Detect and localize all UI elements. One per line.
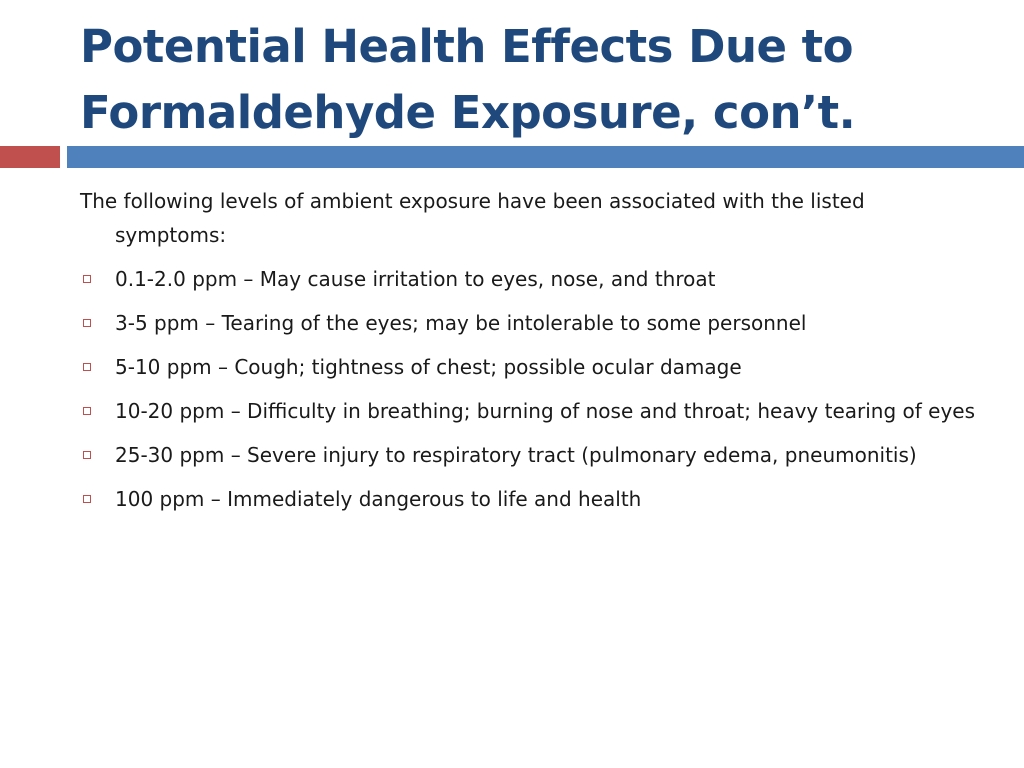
accent-bar-blue [67,146,1024,168]
list-item-text: 5-10 ppm – Cough; tightness of chest; possible ocular damage [115,355,742,379]
list-item-text: 3-5 ppm – Tearing of the eyes; may be intolerable to some personnel [115,311,807,335]
list-item [80,394,980,428]
list-item-text: 100 ppm – Immediately dangerous to life and health [115,487,642,511]
hollow-square-icon [83,451,91,459]
list-item [80,262,980,296]
hollow-square-icon [83,319,91,327]
hollow-square-icon [83,275,91,283]
list-item [80,350,980,384]
list-item [80,482,980,516]
list-item [80,306,980,340]
hollow-square-icon [83,363,91,371]
hollow-square-icon [83,407,91,415]
slide-title [80,14,1000,146]
intro-text: The following levels of ambient exposure have been associated with the listed symptoms: [80,189,865,247]
slide-body [80,184,980,526]
title-line-1: Potential Health Effects Due to [80,20,854,73]
symptom-list [80,262,980,516]
list-item [80,438,980,472]
title-line-2: Formaldehyde Exposure, con’t. [80,86,856,139]
accent-bar-red [0,146,60,168]
list-item-text: 10-20 ppm – Difficulty in breathing; burning of nose and throat; heavy tearing of eyes [115,399,976,423]
list-item-text: 25-30 ppm – Severe injury to respiratory tract (pulmonary edema, pneumonitis) [115,443,917,467]
list-item-text: 0.1-2.0 ppm – May cause irritation to eyes, nose, and throat [115,267,716,291]
hollow-square-icon [83,495,91,503]
